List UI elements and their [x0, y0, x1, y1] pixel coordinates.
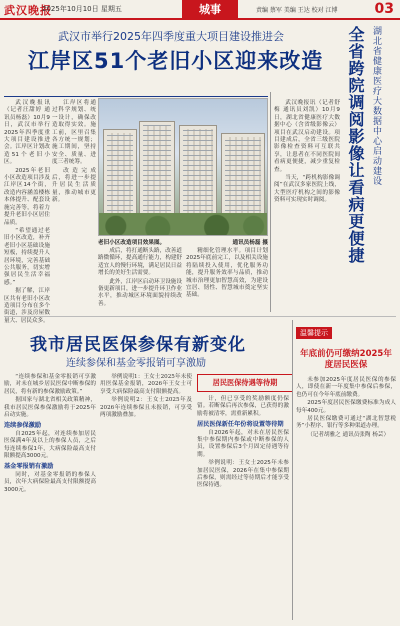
- story2-inbox: 居民医保待遇等待期: [197, 374, 293, 392]
- paragraph: 居民医保缴费可通过“湖北智慧税务”小程序、银行等多种渠道办理。: [296, 416, 396, 430]
- paragraph: 自2025年起，对连续参加居民医保满4年及以上的参保人员，之后每连续参保1年，大病保险最高支付限额提高3000元。: [4, 430, 96, 460]
- section-rule: [4, 316, 396, 317]
- photo-credit: 通讯员杨磊 摄: [232, 240, 268, 246]
- photo-caption: [98, 238, 268, 246]
- sidebar2: [296, 320, 396, 440]
- paragraph: 举例说明：王女士2025年未参加居民医保，2026年在集中参保期后参保，则需经过等待期后才能享受医保待遇。: [197, 460, 289, 489]
- building: [221, 133, 265, 219]
- paragraph: 精细化管理水平。项目计划2025年底前完工，以及相关设施将陆续投入使用，优化服务功能，提升服务效率与品质，推动城市治理更加智慧高效，为建设宜居、韧性、智慧城市奠定坚实基础。: [186, 248, 268, 299]
- sidebar1-body: [274, 100, 340, 206]
- masthead: 武汉晚报: [4, 4, 52, 17]
- paragraph: 据了解，江岸区共有老旧小区改造项目分布在多个街道，涉及房屋数量大、居民众多。: [4, 288, 50, 324]
- story2-column-2: [100, 374, 192, 420]
- story1-column-2: [52, 100, 96, 206]
- paragraph: 同时，对基金零报销的参保人员，次年大病保险最高支付限额提高3000元。: [4, 471, 96, 493]
- paragraph: 成后，将打通断头路，改善道路微循环，提高通行能力，构建舒适宜人的慢行环境，满足居民日益增长的美好生活需要。: [98, 248, 182, 277]
- paragraph: 据国家与湖北省相关政策精神，我市居民医保参保激励将于2025年启动实施。: [4, 397, 96, 419]
- paragraph: “希望通过老旧小区改造，补齐老旧小区基础设施短板，持续提升人居环境，完善基础公共服务，切实增强居民生活幸福感。”: [4, 227, 50, 286]
- subhead: 居民医保新任年份将设置等待期: [197, 421, 284, 429]
- paragraph: 举例说明2：王女士2025年及2026年连续参保且未报销，可享受两项激励叠加。: [100, 397, 192, 419]
- story1-column-3: [98, 248, 182, 309]
- building: [139, 121, 175, 219]
- column-divider: [270, 92, 271, 312]
- dateline: 2025年10月10日 星期五: [42, 5, 122, 13]
- caption-text: 老旧小区改造项目效果图。: [98, 240, 166, 246]
- trees: [99, 213, 267, 235]
- building: [103, 129, 137, 219]
- paragraph: 计，但已享受的奖励额度仍保留。若断保后再次参保，已获得的激励将被清零，需重新累积。: [197, 396, 289, 417]
- paragraph: 武汉晚报讯（记者舒梅 通讯员刘凯）10月9日，湖北省健康医疗大数据中心（含省级影像云）项目在武汉启动建设。项目建成后，全省三级医院影像检查资料可互联共享，让患者在不同医院间看病更便捷，减少重复检查。: [274, 100, 340, 173]
- section-tab: 城事: [182, 0, 238, 20]
- sidebar2-body: [296, 377, 396, 439]
- sidebar1-headline: 全省跨院调阅影像让看病更便捷: [346, 26, 365, 264]
- sidebar2-title: 年底前仍可缴纳2025年度居民医保: [300, 349, 392, 370]
- page-number: 03: [374, 1, 394, 17]
- sidebar1-kicker: 湖北省健康医疗大数据中心启动建设: [371, 26, 381, 186]
- story2-column-1: [4, 374, 96, 495]
- paragraph: 2025年度居民医保缴费标准为成人每年400元。: [296, 400, 396, 414]
- story1-column-1: [4, 100, 50, 326]
- sidebar2-label: 温馨提示: [296, 327, 332, 339]
- paragraph: 此外，江岸区启动环卫设施设备更新项目，进一步提升环卫作业水平，推动城区环境面貌持续改善。: [98, 278, 182, 307]
- paragraph: 江岸区将通过科学规划、统一设计，确保改造取得实效。施工前，区里召集各方统一规划；施工期间，坚持安全、质量、进度三者统筹。: [52, 100, 96, 166]
- editor-credits: 责编 蔡军 美编 王达 校对 江博: [256, 7, 338, 14]
- paragraph: 举例说明1：王女士2025年未使用医保基金报销，2026年王女士可享受大病保险最高支付限额提高。: [100, 374, 192, 395]
- paragraph: 武汉晚报讯（记者汪甜婷 通讯员杨磊）10月9日，武汉市举行2025年四季度重大项目建设推进会。江岸区计划改造51个老旧小区。: [4, 100, 50, 166]
- story2-column-3: [197, 396, 289, 491]
- paragraph: 当天，“跨机构影像调阅”在武汉多家医院上线，大型医疗机构之间的影像资料可实现实时调阅。: [274, 175, 340, 204]
- paragraph: 自2026年起，对未在居民医保集中参保期内参保或中断参保的人员，设置参保后3个月固定待遇等待期。: [197, 429, 289, 458]
- story1-kicker: 武汉市举行2025年四季度重大项目建设推进会: [58, 30, 284, 43]
- renovation-photo: [98, 98, 268, 236]
- story2-kicker: 连续参保和基金零报销可享激励: [66, 358, 206, 369]
- subhead: 连续参保激励: [4, 422, 42, 430]
- story1-column-4: [186, 248, 268, 301]
- story2-headline: 我市居民医保参保有新变化: [30, 335, 246, 355]
- paragraph: “连续参保和基金零报销可享激励，对未在城乡居民医保中断参保的居民，将有新的参保激励政策。”: [4, 374, 96, 395]
- paragraph: （记者胡雅之 通讯员张陶 杨芸）: [307, 431, 390, 438]
- story1-headline: 江岸区51个老旧小区迎来改造: [28, 49, 324, 73]
- building: [179, 125, 217, 219]
- column-divider: [292, 320, 293, 620]
- page-header: [0, 0, 400, 20]
- paragraph: 未参加2025年度居民医保的参保人，即使在新一年度集中参保后参保，也仍可在今年年底前缴费。: [296, 377, 396, 398]
- subhead: 基金零报销有激励: [4, 463, 54, 471]
- headline-rule: [4, 96, 268, 97]
- paragraph: 改造完成后，将进一步提升居民生活质量，推动城市更新。: [52, 167, 96, 204]
- paragraph: 2025年老旧小区改造项目涉及江岸区14个街，改造内容涵盖楼栋本体提升、配套设施完善等，将着力提升老旧小区居住品质。: [4, 167, 50, 226]
